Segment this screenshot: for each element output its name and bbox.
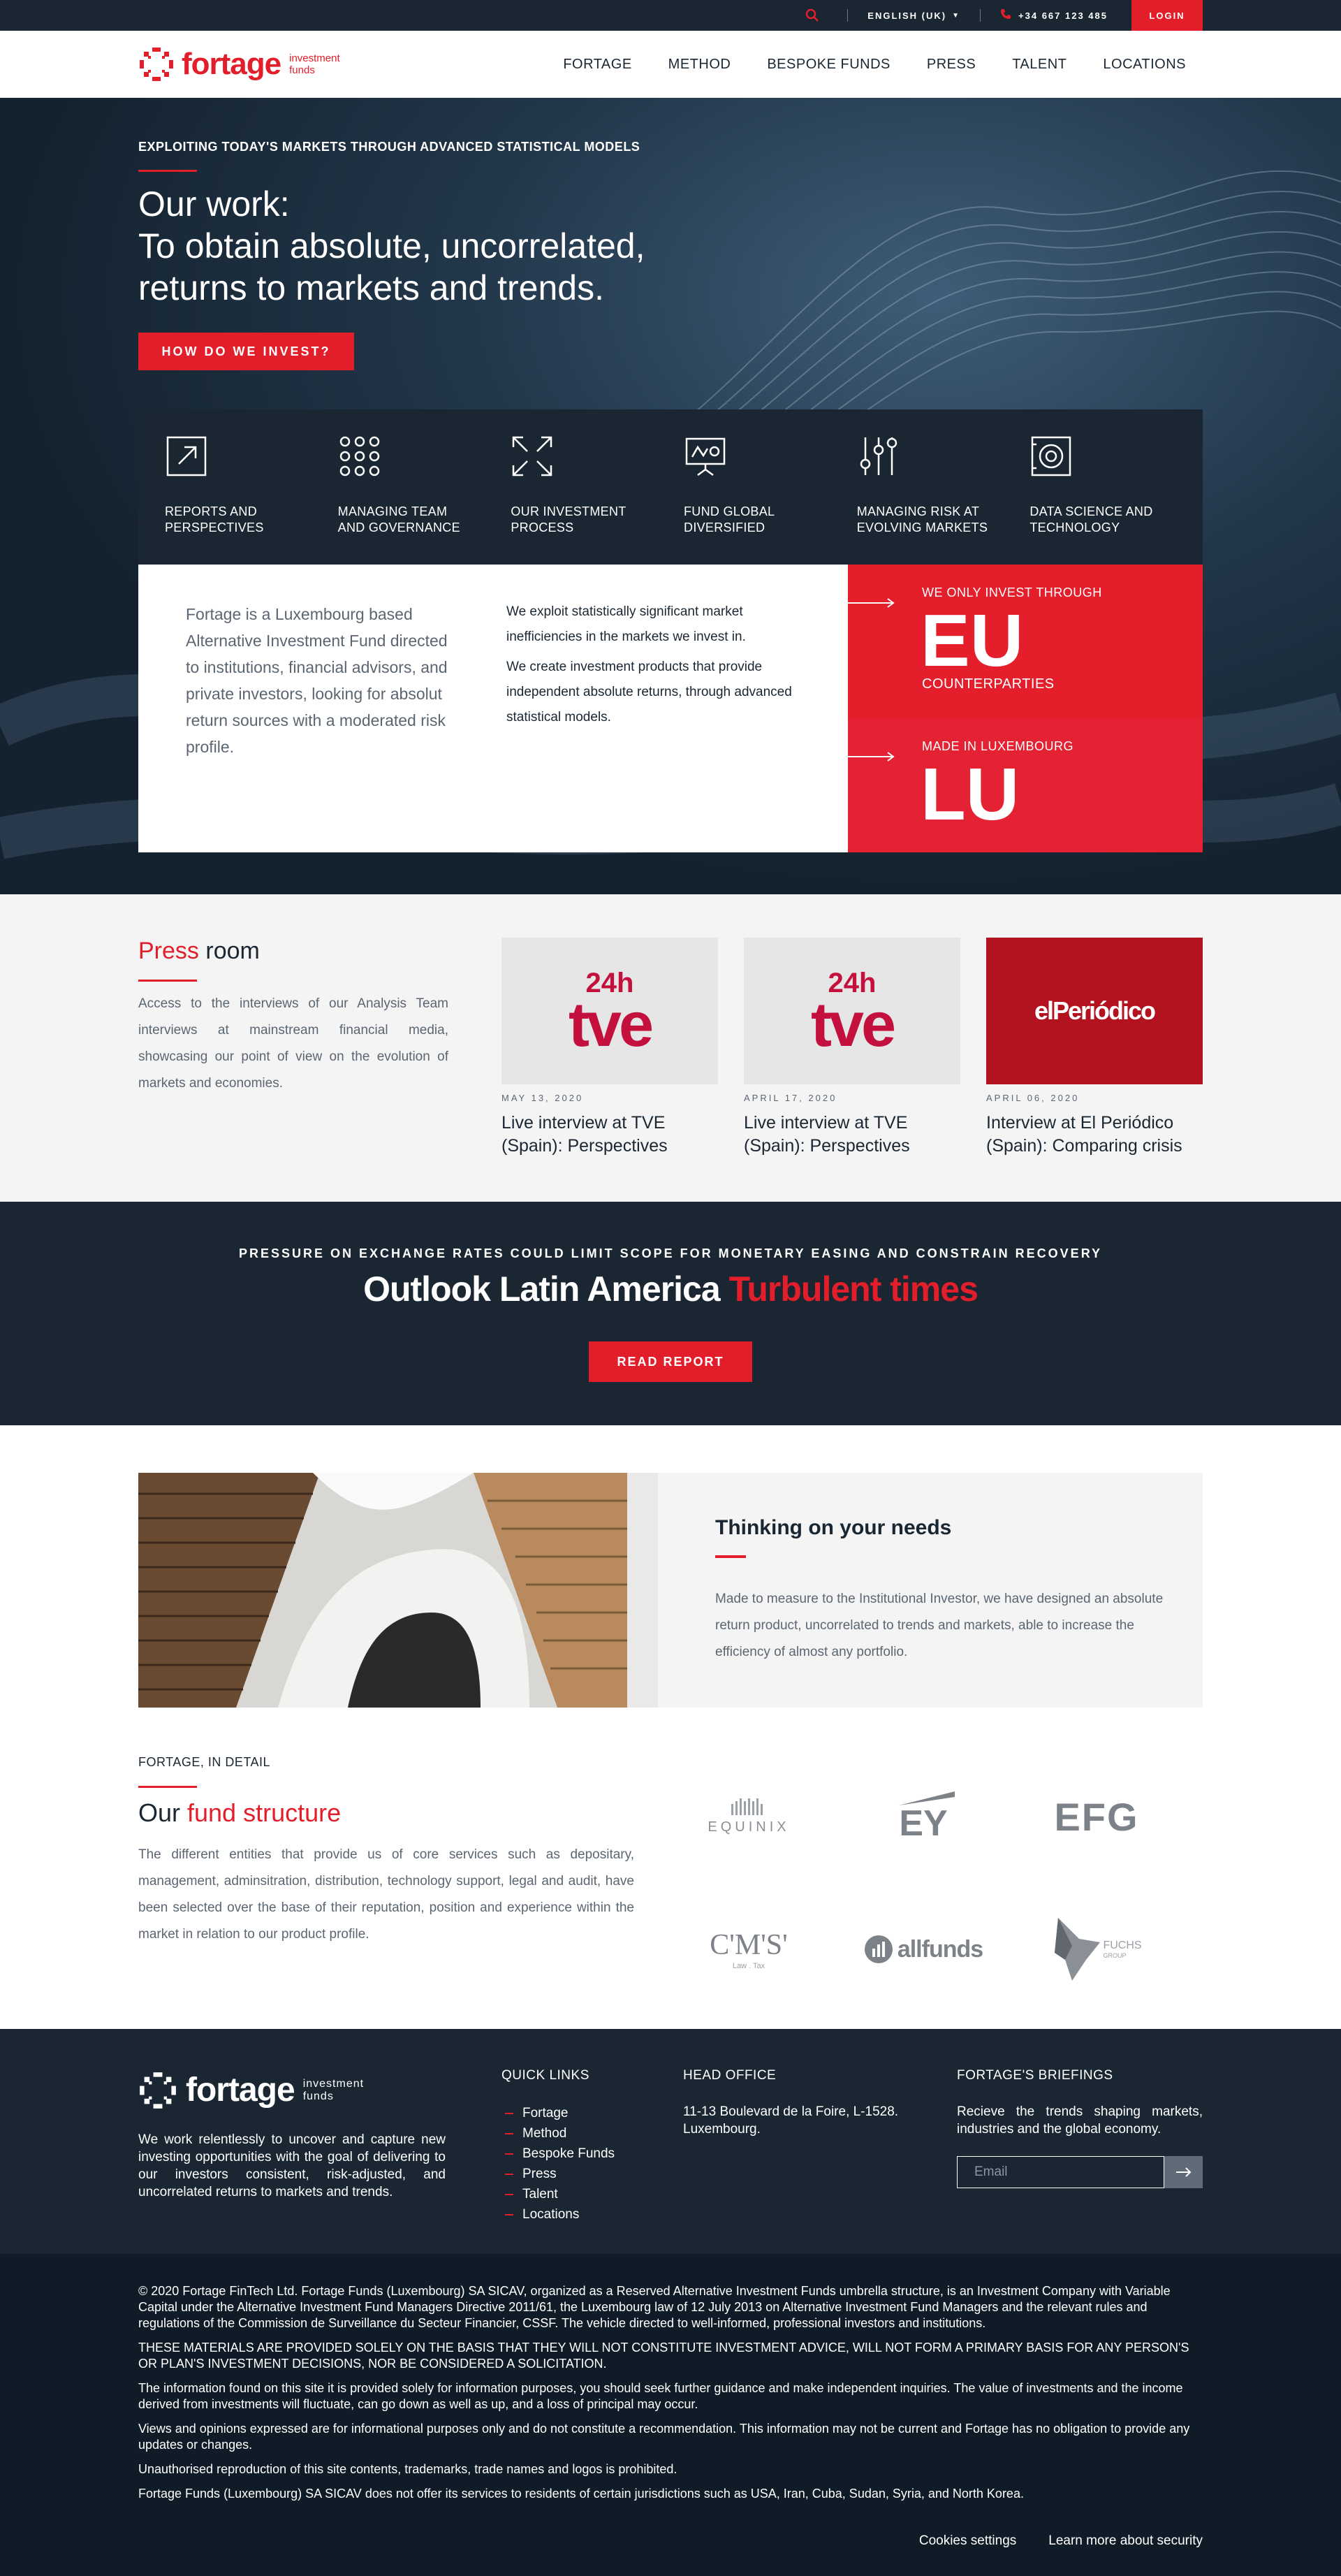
brand-name: fortage <box>182 47 281 81</box>
feature-line: DATA SCIENCE AND <box>1029 504 1153 518</box>
about-lead: Fortage is a Luxembourg based Alternative Investment Fund directed to institutions, financial advisors, and private investors, looking for absolut return sources with a moderated risk profile. <box>186 605 448 756</box>
press-date: APRIL 06, 2020 <box>986 1093 1080 1103</box>
partner-logo-equinix <box>679 1782 819 1851</box>
press-title <box>138 938 260 965</box>
press-title-link[interactable] <box>744 1112 960 1158</box>
feature-label <box>165 504 338 536</box>
expand-arrows-icon <box>511 435 554 478</box>
accent-line <box>138 980 197 982</box>
legal-text <box>138 2283 1203 2510</box>
nav-talent[interactable]: TALENT <box>1012 56 1067 72</box>
hero-title-line: To obtain absolute, uncorrelated, <box>138 226 645 265</box>
feature-line: MANAGING TEAM <box>337 504 448 518</box>
partner-text <box>1103 1940 1141 1959</box>
feature-line: PERSPECTIVES <box>165 521 264 534</box>
tve-logo <box>744 938 960 1084</box>
footer-link-bespoke-funds[interactable]: Bespoke Funds <box>501 2144 615 2164</box>
brand-sub1: investment <box>289 52 340 64</box>
footer-brand-subtitle <box>303 2079 364 2102</box>
banner-title-white: Outlook Latin America <box>363 1269 729 1309</box>
feature-line: PROCESS <box>511 521 574 534</box>
read-report-button[interactable]: READ REPORT <box>589 1341 752 1382</box>
press-title-link[interactable] <box>501 1112 718 1158</box>
footer-brand-sub2: funds <box>302 2090 334 2102</box>
press-date: APRIL 17, 2020 <box>744 1093 837 1103</box>
feature-line: FUND GLOBAL <box>684 504 775 518</box>
equinix-bars-icon <box>717 1798 780 1815</box>
security-link[interactable]: Learn more about security <box>1048 2533 1203 2548</box>
feature-line: DIVERSIFIED <box>684 521 765 534</box>
feature-label <box>857 504 1030 536</box>
panel-subtext: COUNTERPARTIES <box>922 676 1055 692</box>
head-office-address: 11-13 Boulevard de la Foire, L-1528. Luxembourg. <box>683 2104 899 2137</box>
footer-brand-name: fortage <box>186 2072 295 2109</box>
legal-paragraph: THESE MATERIALS ARE PROVIDED SOLELY ON THE BASIS THAT THEY WILL NOT CONSTITUTE INVESTMENT ADVICE, WILL NOT FORM A PRIMARY BASIS FOR ANY PERSON'S OR PLAN'S INVESTMENT DECISIONS, NOR BE CONSIDERED A SOLICITATION. <box>138 2341 1189 2371</box>
partner-name: EY <box>899 1803 948 1844</box>
banner-title <box>0 1269 1341 1309</box>
allfunds-icon <box>864 1935 893 1964</box>
legal-paragraph: © 2020 Fortage FinTech Ltd. Fortage Funds (Luxembourg) SA SICAV, organized as a Reserved Alternative Investment Funds umbrella structure, is an Investment Company with Variable Capital under the Alternative Investment Fund Managers Directive 2011/61, the Luxembourg law of 12 July 2013 on Alternative Investment Fund Managers and the relevant rules and regulations of the Commission de Surveillance du Secteur Financier, CSSF. The vehicle directed to well-informed, professional investors and institutions. <box>138 2284 1171 2330</box>
footer-link-fortage[interactable]: Fortage <box>501 2103 615 2123</box>
press-card[interactable] <box>744 938 960 1158</box>
main-header <box>0 31 1341 98</box>
partner-name: C'M'S' <box>710 1929 788 1961</box>
hero-section <box>0 98 1341 894</box>
feature-label <box>684 504 857 536</box>
logo-text-bottom: tve <box>568 990 652 1060</box>
partner-logo-allfunds <box>853 1914 993 1984</box>
legal-paragraph: Fortage Funds (Luxembourg) SA SICAV does not offer its services to residents of certain jurisdictions such as USA, Iran, Cuba, Sudan, Syria, and North Korea. <box>138 2487 1024 2501</box>
feature-label <box>511 504 684 536</box>
panel-kicker: MADE IN LUXEMBOURG <box>922 739 1074 753</box>
fund-title-red: fund structure <box>187 1798 342 1827</box>
top-bar <box>0 0 1341 31</box>
report-banner <box>0 1202 1341 1425</box>
panel-kicker: WE ONLY INVEST THROUGH <box>922 585 1102 599</box>
partner-logo-efg <box>1027 1782 1166 1851</box>
title-line: (Spain): Perspectives <box>501 1136 668 1156</box>
search-icon[interactable] <box>797 0 828 31</box>
main-nav <box>563 31 1186 98</box>
footer-link-talent[interactable]: Talent <box>501 2184 615 2204</box>
feature-line: AND GOVERNANCE <box>337 521 460 534</box>
nav-method[interactable]: METHOD <box>668 56 731 72</box>
made-in-luxembourg-panel <box>848 718 1203 852</box>
accent-line <box>138 170 197 172</box>
partner-logo-fuchs <box>1027 1914 1166 1984</box>
nav-press[interactable]: PRESS <box>926 56 976 72</box>
footer-logo[interactable] <box>138 2071 364 2110</box>
logo-text-top: 24h <box>828 968 877 998</box>
brand-subtitle <box>288 53 340 75</box>
arrow-right-icon <box>1176 2167 1192 2177</box>
features-bar <box>138 409 1203 565</box>
external-link-icon <box>165 435 208 478</box>
legal-links <box>919 2533 1203 2549</box>
partner-sub: GROUP <box>1103 1952 1127 1959</box>
feature-line: TECHNOLOGY <box>1029 521 1120 534</box>
hero-title-line: returns to markets and trends. <box>138 268 604 307</box>
thinking-title: Thinking on your needs <box>715 1516 952 1539</box>
press-date: MAY 13, 2020 <box>501 1093 584 1103</box>
fund-kicker: FORTAGE, IN DETAIL <box>138 1755 271 1769</box>
sliders-icon <box>857 435 900 478</box>
footer-link-locations[interactable]: Locations <box>501 2204 615 2225</box>
feature-label <box>338 504 511 536</box>
about-paragraph: We create investment products that provide independent absolute returns, through advanced statistical models. <box>506 660 792 725</box>
partner-logo-ey <box>853 1782 993 1851</box>
chevron-down-icon: ▼ <box>952 11 961 20</box>
hero-kicker: EXPLOITING TODAY'S MARKETS THROUGH ADVANCED STATISTICAL MODELS <box>138 140 640 154</box>
phone-link[interactable] <box>1000 8 1108 23</box>
accent-line <box>715 1555 746 1558</box>
panel-big-text: LU <box>921 753 1020 836</box>
banner-kicker: PRESSURE ON EXCHANGE RATES COULD LIMIT SCOPE FOR MONETARY EASING AND CONSTRAIN RECOVERY <box>238 1246 1103 1260</box>
thinking-panel <box>658 1473 1203 1708</box>
cookies-settings-link[interactable]: Cookies settings <box>918 2533 1017 2548</box>
footer-brand-sub1: investment <box>302 2078 365 2090</box>
accent-line <box>138 1786 197 1788</box>
legal-section <box>0 2254 1341 2576</box>
partner-logo-cms <box>679 1914 819 1984</box>
how-we-invest-button[interactable]: HOW DO WE INVEST? <box>138 333 354 370</box>
footer-description: We work relentlessly to uncover and capture new investing opportunities with the goal of delivering to our investors consistent, risk-adjusted, and uncorrelated returns to markets and trends. <box>138 2132 446 2199</box>
quick-links-title: QUICK LINKS <box>501 2068 589 2083</box>
feature-line: MANAGING RISK AT <box>856 504 980 518</box>
tve-logo <box>501 938 718 1084</box>
about-panel <box>138 565 848 852</box>
eu-counterparties-panel <box>848 565 1203 718</box>
divider <box>980 9 981 22</box>
nav-bespoke-funds[interactable]: BESPOKE FUNDS <box>767 56 891 72</box>
press-section <box>0 894 1341 1202</box>
feature-team[interactable] <box>338 409 511 565</box>
fortage-logo-icon <box>138 46 175 82</box>
phone-icon <box>1000 8 1011 23</box>
logo-text-bottom: tve <box>810 990 894 1060</box>
login-button[interactable]: LOGIN <box>1131 0 1203 31</box>
title-line: (Spain): Comparing crisis <box>986 1136 1182 1156</box>
vault-icon <box>1029 435 1073 478</box>
press-card[interactable] <box>986 938 1203 1158</box>
partner-name: allfunds <box>897 1935 983 1963</box>
phone-number: +34 667 123 485 <box>1018 10 1108 21</box>
partner-name: FUCHS <box>1103 1940 1142 1951</box>
legal-paragraph: Unauthorised reproduction of this site contents, trademarks, trade names and logos is prohibited. <box>138 2462 677 2476</box>
feature-line: OUR INVESTMENT <box>511 504 626 518</box>
hero-title-line: Our work: <box>138 184 290 224</box>
fund-description: The different entities that provide us of core services such as depositary, management, adminsitration, distribution, technology support, legal and audit, have been selected over the base of their reputation, position and experience within the market in relation to our product profile. <box>138 1847 634 1942</box>
title-line: Live interview at TVE <box>501 1113 666 1133</box>
language-selector[interactable] <box>867 10 960 21</box>
thinking-text: Made to measure to the Institutional Investor, we have designed an absolute return product, uncorrelated to trends and markets, able to increase the efficiency of almost any portfolio. <box>715 1592 1164 1659</box>
feature-line: EVOLVING MARKETS <box>856 521 988 534</box>
feature-reports[interactable] <box>165 409 338 565</box>
fuchs-fox-icon <box>1051 1918 1100 1981</box>
feature-label <box>1029 504 1203 536</box>
presentation-icon <box>684 435 727 478</box>
banner-title-red: Turbulent times <box>728 1269 978 1309</box>
staircase-illustration <box>138 1473 658 1708</box>
grid-dots-icon <box>338 435 381 478</box>
footer-link-method[interactable]: Method <box>501 2123 615 2144</box>
brand-sub2: funds <box>289 64 315 76</box>
hero-title <box>138 183 645 309</box>
partner-name: EFG <box>1054 1794 1139 1839</box>
about-paragraph: We exploit statistically significant market inefficiencies in the markets we invest in. <box>506 604 746 644</box>
logo-text-top: 24h <box>585 968 634 998</box>
newsletter-submit-button[interactable] <box>1164 2156 1203 2188</box>
title-line: Interview at El Periódico <box>986 1113 1174 1133</box>
feature-global[interactable] <box>684 409 857 565</box>
legal-paragraph: The information found on this site it is provided solely for information purposes, you should seek further guidance and make independent inquiries. The value of investments and the income derived from investments will fluctuate, can go down as well as up, and a loss of principal may occur. <box>138 2381 1183 2411</box>
briefings-title: FORTAGE'S BRIEFINGS <box>957 2068 1113 2083</box>
nav-fortage[interactable]: FORTAGE <box>563 56 632 72</box>
about-details <box>506 599 814 735</box>
footer-link-press[interactable]: Press <box>501 2164 615 2184</box>
press-title-rest: room <box>198 938 260 964</box>
brand-logo[interactable] <box>138 46 340 82</box>
partner-sub: Law . Tax <box>732 1962 765 1970</box>
press-card[interactable] <box>501 938 718 1158</box>
partner-name: EQUINIX <box>708 1819 790 1835</box>
staircase-image <box>138 1473 658 1708</box>
quick-links-list <box>501 2103 615 2225</box>
language-label: ENGLISH (UK) <box>867 10 947 21</box>
newsletter-email-input[interactable] <box>957 2156 1164 2188</box>
site-footer <box>0 2029 1341 2254</box>
feature-line: REPORTS AND <box>165 504 257 518</box>
logo-text: elPeriódico <box>1034 996 1155 1025</box>
feature-risk[interactable] <box>857 409 1030 565</box>
fund-title-dark: Our <box>138 1798 188 1827</box>
arrow-right-icon <box>848 598 895 608</box>
press-description: Access to the interviews of our Analysis Team interviews at mainstream financial media, showcasing our point of view on the evolution of markets and economies. <box>138 996 448 1091</box>
briefings-text: Recieve the trends shaping markets, industries and the global economy. <box>957 2104 1203 2137</box>
press-title-accent: Press <box>138 938 199 964</box>
divider <box>847 9 848 22</box>
title-line: Live interview at TVE <box>744 1113 908 1133</box>
title-line: (Spain): Perspectives <box>744 1136 910 1156</box>
el-periodico-logo <box>986 938 1203 1084</box>
legal-paragraph: Views and opinions expressed are for informational purposes only and do not constitute a recommendation. This information may not be current and Fortage has no obligation to provide any updates or changes. <box>138 2422 1190 2452</box>
head-office-title: HEAD OFFICE <box>683 2068 777 2083</box>
arrow-right-icon <box>848 752 895 762</box>
feature-data-science[interactable] <box>1029 409 1203 565</box>
fortage-logo-icon <box>138 2071 177 2110</box>
panel-big-text: EU <box>921 599 1024 682</box>
feature-process[interactable] <box>511 409 684 565</box>
nav-locations[interactable]: LOCATIONS <box>1103 56 1186 72</box>
press-title-link[interactable] <box>986 1112 1203 1158</box>
fund-title <box>138 1798 341 1828</box>
